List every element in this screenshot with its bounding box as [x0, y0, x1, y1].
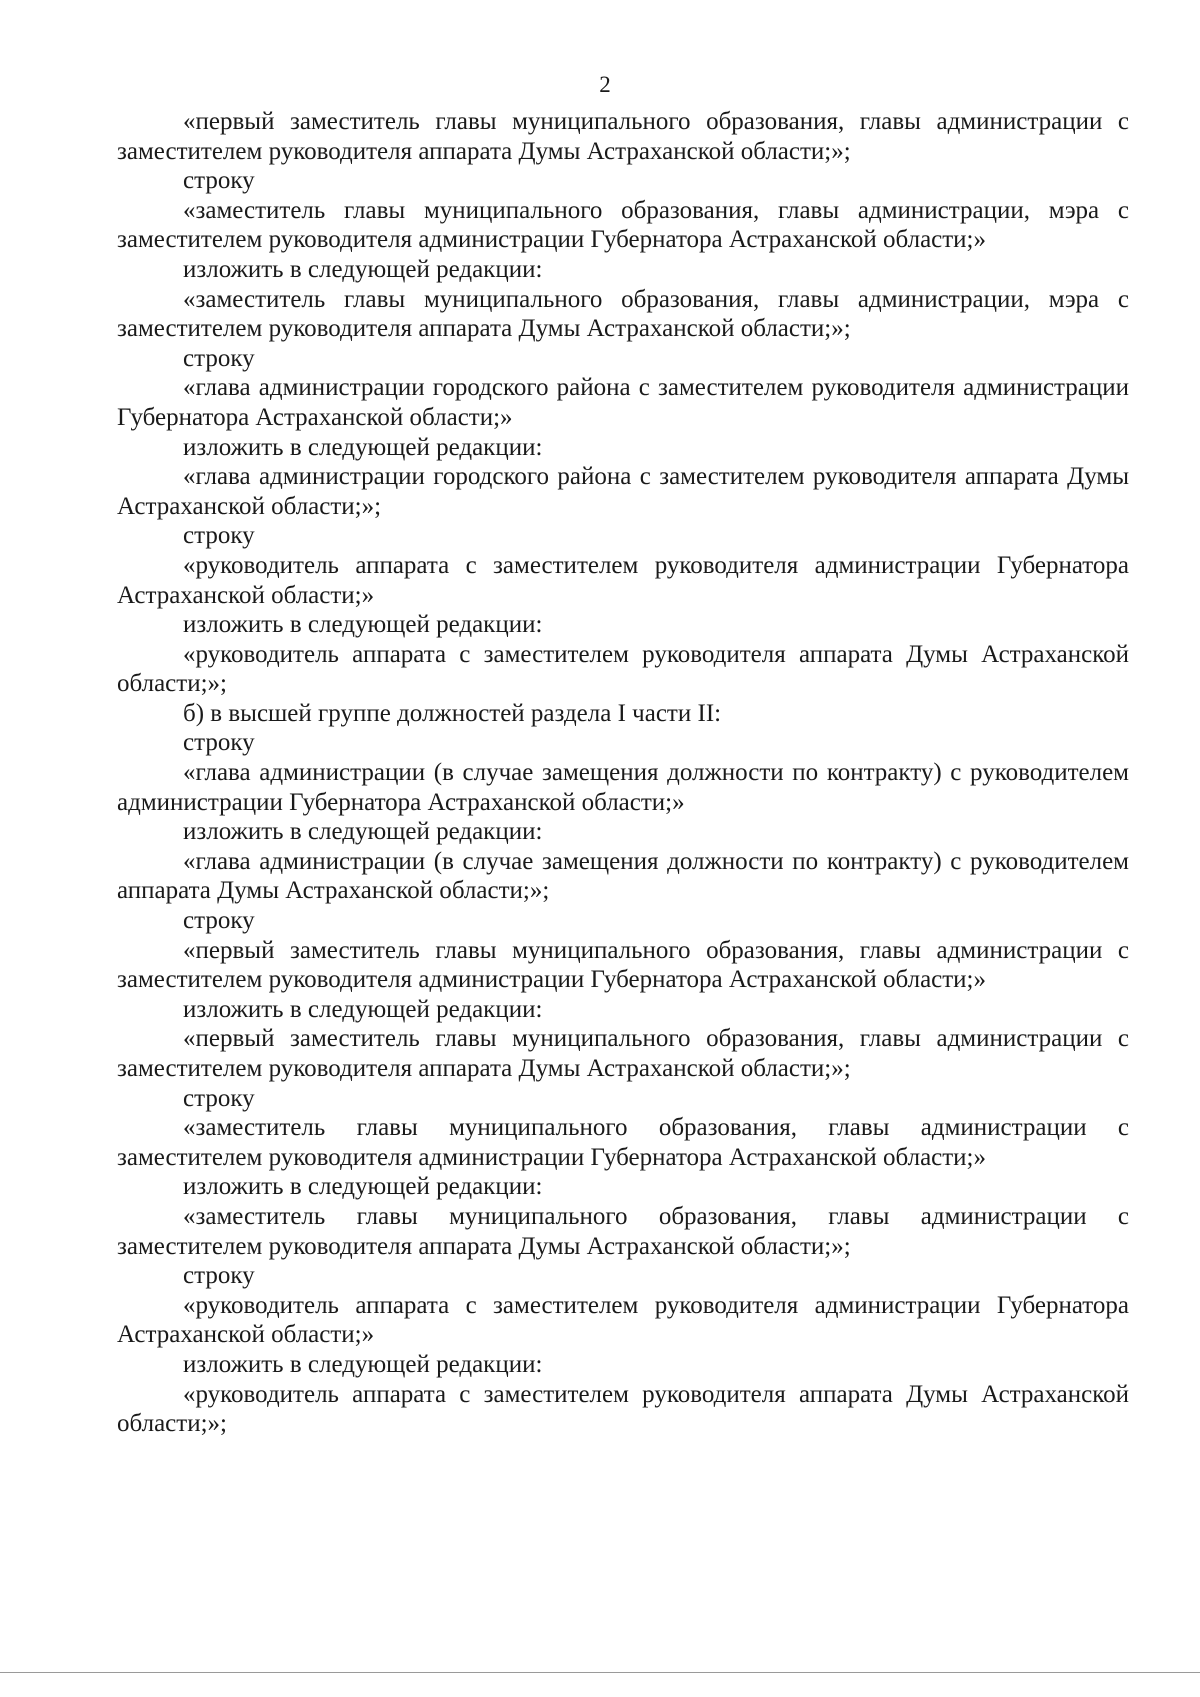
paragraph: «первый заместитель главы муниципального образования, главы администрации с заместителем руководителя администрации Губернатора Астраханской области;» — [117, 936, 1129, 994]
paragraph: изложить в следующей редакции: — [183, 1173, 543, 1201]
paragraph: «руководитель аппарата с заместителем руководителя аппарата Думы Астраханской области;»; — [117, 640, 1129, 698]
paragraph: изложить в следующей редакции: — [183, 433, 543, 461]
paragraph: «руководитель аппарата с заместителем руководителя аппарата Думы Астраханской области;»; — [117, 1380, 1129, 1438]
paragraph: изложить в следующей редакции: — [183, 818, 543, 846]
paragraph: изложить в следующей редакции: — [183, 995, 543, 1023]
page-bottom-edge — [0, 1672, 1200, 1673]
paragraph: строку — [183, 1084, 255, 1112]
paragraph: «глава администрации городского района с заместителем руководителя администрации Губернатора Астраханской области;» — [117, 374, 1129, 431]
document-body — [117, 107, 1129, 1439]
paragraph: «заместитель главы муниципального образования, главы администрации, мэра с заместителем руководителя аппарата Думы Астраханской области;»; — [117, 285, 1129, 343]
paragraph: «первый заместитель главы муниципального образования, главы администрации с заместителем руководителя аппарата Думы Астраханской области;»; — [117, 108, 1129, 165]
paragraph: строку — [183, 167, 255, 195]
paragraph: изложить в следующей редакции: — [183, 611, 543, 639]
paragraph: изложить в следующей редакции: — [183, 1350, 543, 1378]
paragraph: «заместитель главы муниципального образования, главы администрации с заместителем руководителя администрации Губернатора Астраханской области;» — [117, 1114, 1129, 1171]
paragraph: «глава администрации (в случае замещения должности по контракту) с руководителем аппарата Думы Астраханской области;»; — [117, 847, 1129, 905]
paragraph: б) в высшей группе должностей раздела I части II: — [183, 699, 722, 727]
paragraph: «руководитель аппарата с заместителем руководителя администрации Губернатора Астраханской области;» — [117, 551, 1129, 609]
paragraph: строку — [183, 344, 255, 372]
paragraph: «заместитель главы муниципального образования, главы администрации с заместителем руководителя аппарата Думы Астраханской области;»; — [117, 1202, 1129, 1260]
paragraph: изложить в следующей редакции: — [183, 255, 543, 283]
paragraph: «глава администрации городского района с заместителем руководителя аппарата Думы Астраханской области;»; — [117, 463, 1129, 520]
page-number: 2 — [599, 72, 611, 97]
paragraph: строку — [183, 729, 255, 757]
paragraph: «глава администрации (в случае замещения должности по контракту) с руководителем администрации Губернатора Астраханской области;» — [117, 759, 1129, 816]
paragraph: строку — [183, 522, 255, 550]
paragraph: строку — [183, 1262, 255, 1290]
paragraph: «руководитель аппарата с заместителем руководителя администрации Губернатора Астраханской области;» — [117, 1291, 1129, 1349]
paragraph: «первый заместитель главы муниципального образования, главы администрации с заместителем руководителя аппарата Думы Астраханской области;»; — [117, 1025, 1129, 1082]
paragraph: «заместитель главы муниципального образования, главы администрации, мэра с заместителем руководителя администрации Губернатора Астраханской области;» — [117, 196, 1129, 254]
paragraph: строку — [183, 907, 255, 935]
